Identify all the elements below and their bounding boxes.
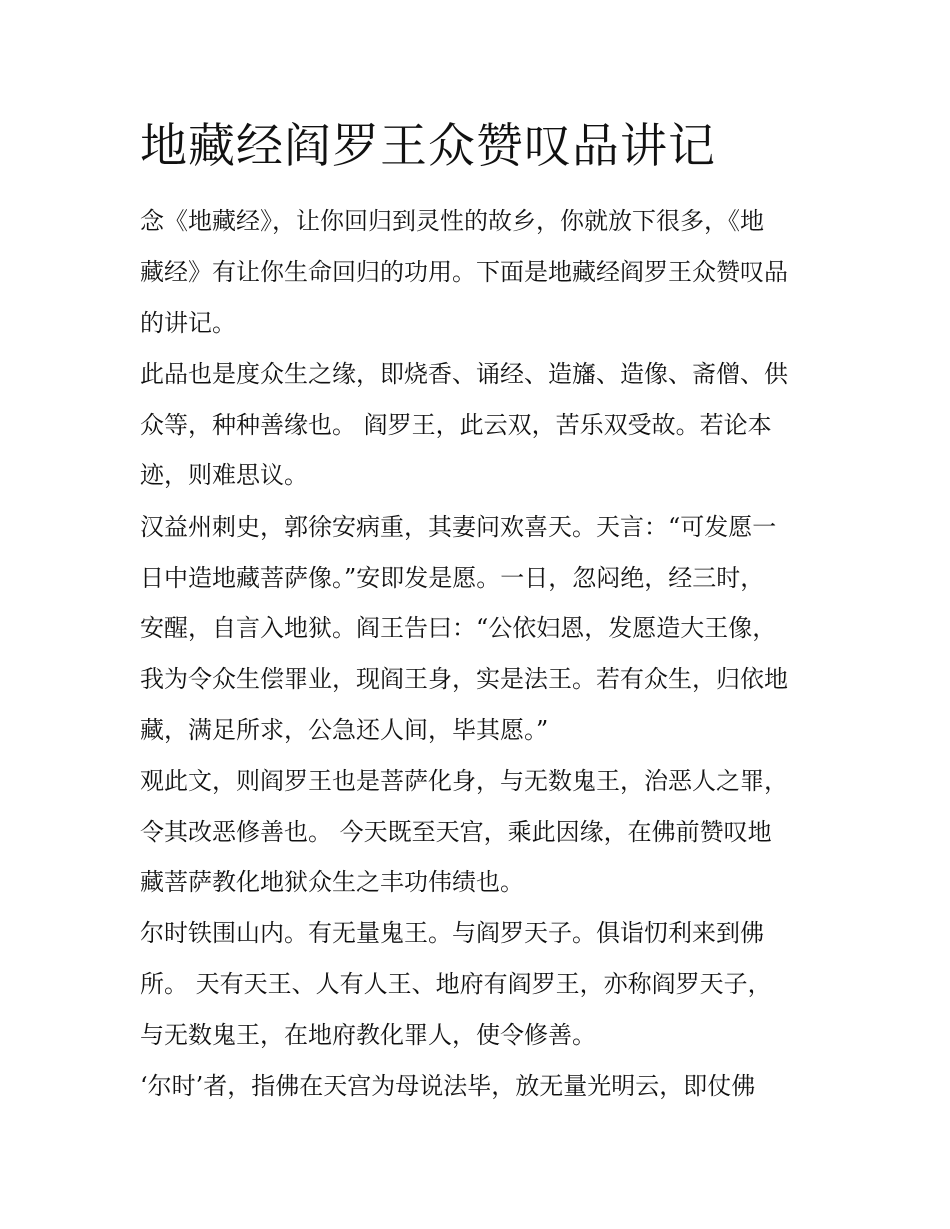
text-line: 我为令众生偿罪业，现阎王身，实是法王。若有众生，归依地 — [140, 665, 788, 693]
text-line: 此品也是度众生之缘，即烧香、诵经、造旛、造像、斋僧、供 — [140, 360, 788, 388]
text-line: 众等，种种善缘也。 阎罗王，此云双，苦乐双受故。若论本 — [140, 411, 772, 439]
text-line: 观此文，则阎罗王也是菩萨化身，与无数鬼王，治恶人之罪， — [140, 767, 788, 795]
text-line: 藏经》有让你生命回归的功用。下面是地藏经阎罗王众赞叹品 — [140, 258, 788, 286]
text-line: 令其改恶修善也。 今天既至天宫，乘此因缘，在佛前赞叹地 — [140, 818, 772, 846]
text-line: 与无数鬼王，在地府教化罪人，使令修善。 — [140, 1021, 596, 1049]
text-line: 尔时铁围山内。有无量鬼王。与阎罗天子。俱诣忉利来到佛 — [140, 919, 764, 947]
page-title: 地藏经阎罗王众赞叹品讲记 — [140, 119, 716, 174]
text-line: 的讲记。 — [140, 309, 236, 337]
text-line: 安醒，自言入地狱。阎王告曰：“公依妇恩，发愿造大王像， — [140, 614, 777, 642]
text-line: 藏菩萨教化地狱众生之丰功伟绩也。 — [140, 868, 524, 896]
text-line: 汉益州刺史，郭徐安病重，其妻问欢喜天。天言：“可发愿一 — [140, 513, 777, 541]
text-line: 日中造地藏菩萨像。”安即发是愿。一日，忽闷绝，经三时， — [140, 564, 765, 592]
text-line: 所。 天有天王、人有人王、地府有阎罗王，亦称阎罗天子， — [140, 970, 772, 998]
text-line: ‘尔时’者，指佛在天宫为母说法毕，放无量光明云，即仗佛 — [140, 1072, 756, 1100]
text-line: 念《地藏经》，让你回归到灵性的故乡，你就放下很多，《地 — [140, 207, 764, 235]
text-line: 迹，则难思议。 — [140, 461, 308, 489]
text-line: 藏，满足所求，公急还人间，毕其愿。” — [140, 716, 549, 744]
